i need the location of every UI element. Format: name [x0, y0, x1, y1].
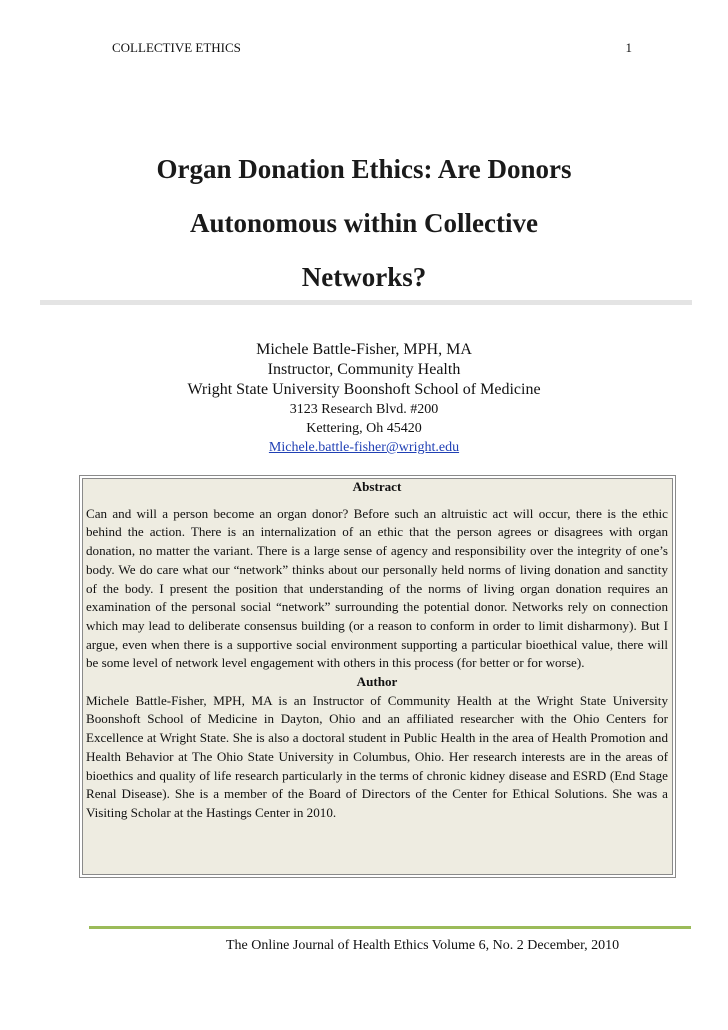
author-institution: Wright State University Boonshoft School of Medicine: [187, 381, 541, 398]
paper-title: [40, 142, 688, 304]
author-byline: [40, 340, 688, 457]
title-line-2: Autonomous within Collective: [189, 208, 538, 238]
title-line-1: Organ Donation Ethics: Are Donors: [156, 154, 572, 184]
author-bio: Michele Battle-Fisher, MPH, MA is an Instructor of Community Health at the Wright State University Boonshoft School of Medicine in Dayton, Ohio and an affiliated researcher with the Ohio Centers for Excellence at Wright State. She is also a doctoral student in Public Health in the area of Health Promotion and Health Behavior at The Ohio State University in Columbus, Ohio. Her research interests are in the areas of bioethics and quality of life research particularly in the terms of chronic kidney disease and ESRD (End Stage Renal Disease). She is a member of the Board of Directors of the Center for Ethical Solutions. She was a Visiting Scholar at the Hastings Center in 2010.: [86, 692, 668, 820]
address-street: 3123 Research Blvd. #200: [289, 402, 439, 417]
abstract-box-content: [86, 478, 668, 823]
running-header: [112, 40, 632, 56]
author-name: Michele Battle-Fisher, MPH, MA: [256, 341, 472, 358]
abstract-body: Can and will a person become an organ donor? Before such an altruistic act will occur, there is the ethic behind the action. There is an internalization of an ethic that the person agrees or disagrees with organ donation, no matter the variant. There is a large sense of agency and responsibility over the integrity of one’s body. We do care what our “network” thinks about our personally held norms of living donation and sanctity of the body. I present the position that understanding of the norms of living organ donation requires an examination of the personal social “network” surrounding the potential donor. Networks rely on connection which may lead to deliberate consensus building (or a reason to conform in order to limit disharmony). But I argue, even when there is a supportive social environment supporting a particular bioethical value, there will be some level of network level engagement with others in this process (for better or for worse).: [86, 505, 668, 671]
author-heading: Author: [356, 674, 398, 690]
page-number: 1: [625, 40, 632, 55]
author-email-link[interactable]: Michele.battle-fisher@wright.edu: [268, 440, 460, 455]
title-line-3: Networks?: [301, 262, 427, 292]
footer-divider: [89, 926, 691, 929]
address-city: Kettering, Oh 45420: [306, 421, 422, 436]
journal-footer: The Online Journal of Health Ethics Volume 6, No. 2 December, 2010: [226, 938, 620, 953]
author-position: Instructor, Community Health: [267, 361, 461, 378]
abstract-heading: Abstract: [352, 479, 402, 494]
title-divider: [40, 300, 692, 305]
running-title: COLLECTIVE ETHICS: [112, 40, 241, 55]
